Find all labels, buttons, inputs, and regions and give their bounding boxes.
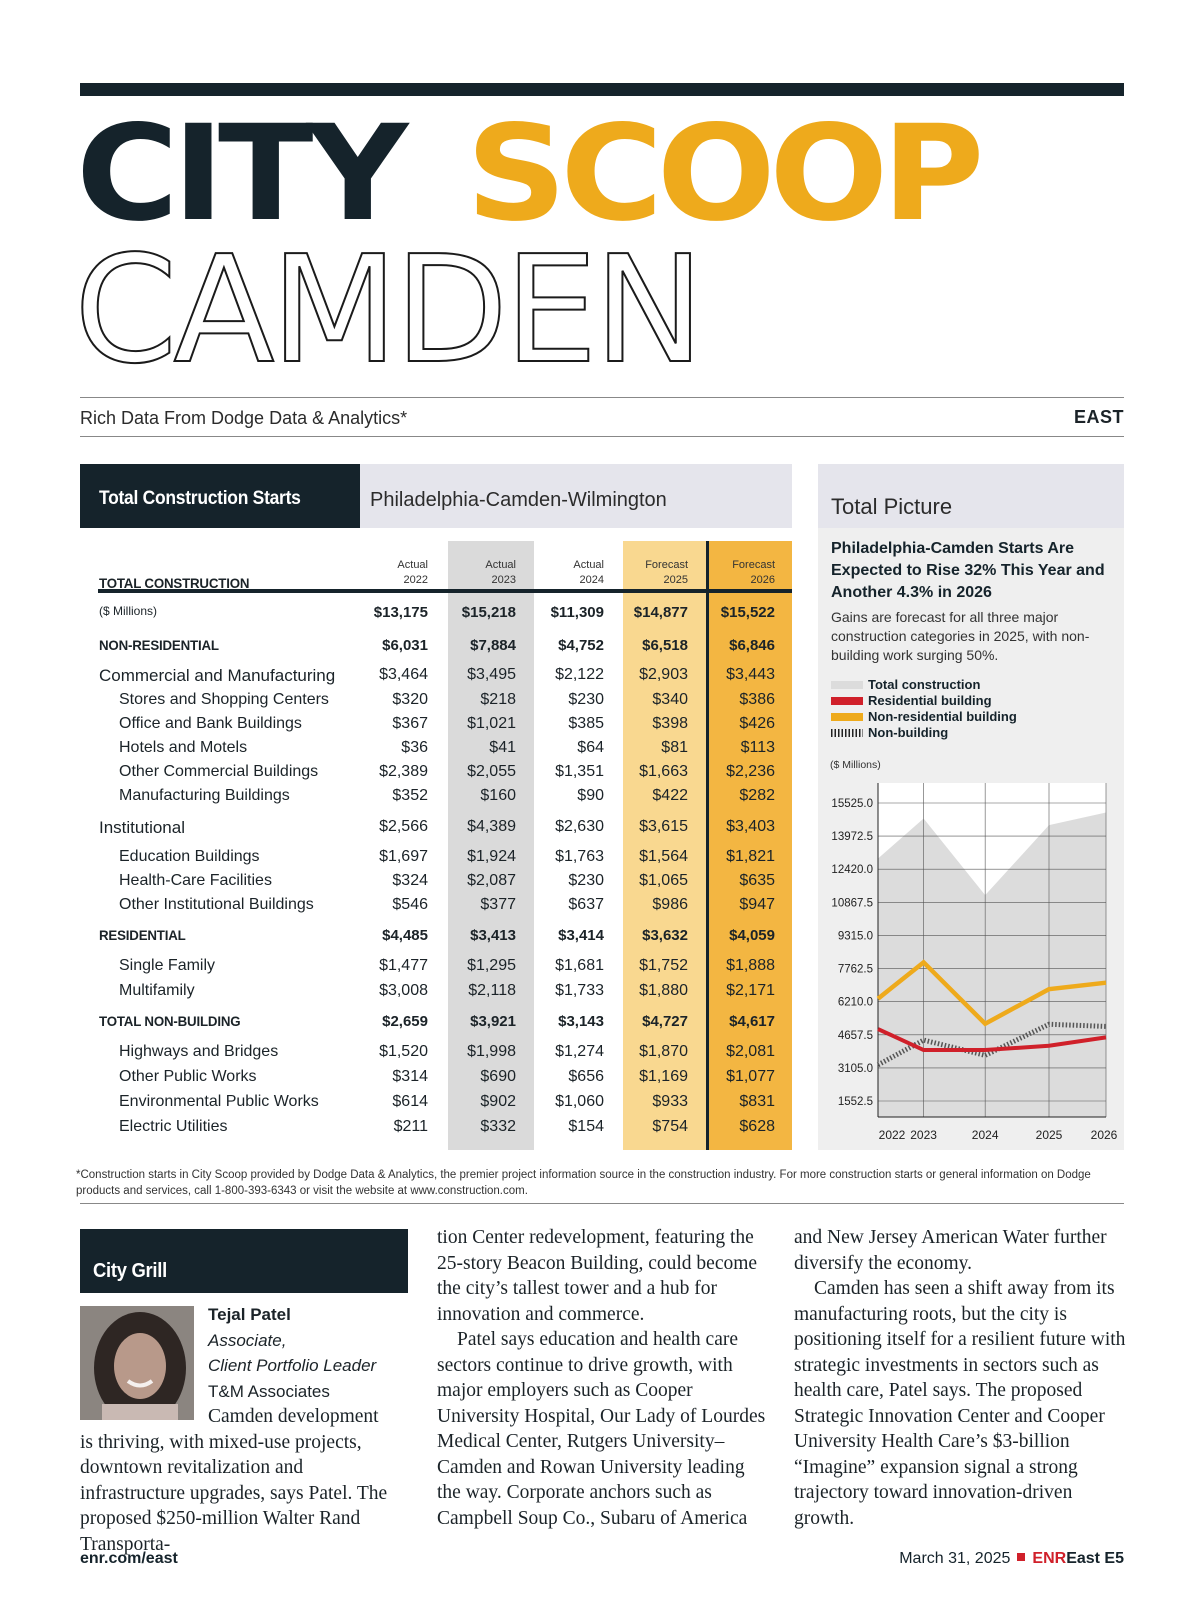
y-tick-label: 15525.0 xyxy=(831,798,873,810)
row-value: $2,659 xyxy=(382,1013,428,1030)
footer-folio xyxy=(899,1550,1124,1568)
row-value: $377 xyxy=(480,896,516,913)
table-row xyxy=(0,1093,800,1115)
row-value: $986 xyxy=(652,896,688,913)
row-label: Single Family xyxy=(119,957,216,974)
row-label: Education Buildings xyxy=(119,848,260,865)
row-value: $1,870 xyxy=(639,1043,688,1060)
subtitle: Rich Data From Dodge Data & Analytics* xyxy=(80,408,408,428)
row-value: $2,122 xyxy=(555,666,604,683)
section-bar xyxy=(80,1229,408,1293)
row-value: $3,443 xyxy=(726,666,775,683)
row-value: $6,846 xyxy=(729,637,775,654)
row-value: $1,477 xyxy=(379,957,428,974)
article-col3-p1: and New Jersey American Water further diversify the economy. xyxy=(794,1227,1107,1274)
row-value: $690 xyxy=(480,1068,516,1085)
region-label: EAST xyxy=(1073,407,1124,427)
x-tick-label: 2022 xyxy=(878,1128,906,1142)
row-value: $13,175 xyxy=(373,604,428,621)
row-value: $614 xyxy=(392,1093,428,1110)
row-value: $426 xyxy=(739,715,775,732)
row-value: $1,924 xyxy=(467,848,516,865)
subtitle-top-rule xyxy=(80,397,1124,398)
row-value: $11,309 xyxy=(550,604,604,621)
row-value: $1,274 xyxy=(555,1043,604,1060)
legend-swatch xyxy=(831,713,863,721)
row-value: $218 xyxy=(480,691,516,708)
row-value: $36 xyxy=(401,739,428,756)
row-value: $7,884 xyxy=(470,637,516,654)
chart-subtitle: Gains are forecast for all three major construction categories in 2025, with non-building work surging 50%. xyxy=(831,609,1090,663)
row-value: $1,763 xyxy=(555,848,604,865)
column-year: 2022 xyxy=(403,574,428,586)
column-year: 2026 xyxy=(750,574,775,586)
row-value: $2,630 xyxy=(555,818,604,835)
row-value: $4,059 xyxy=(729,927,775,944)
article-col2 xyxy=(437,1225,773,1531)
x-tick-label: 2024 xyxy=(971,1128,999,1142)
legend-item xyxy=(831,693,1111,709)
row-value: $324 xyxy=(392,872,428,889)
column-year: 2025 xyxy=(663,574,688,586)
row-value: $1,520 xyxy=(379,1043,428,1060)
row-label: Manufacturing Buildings xyxy=(119,787,290,804)
legend-swatch xyxy=(831,681,863,689)
row-value: $385 xyxy=(568,715,604,732)
row-value: $1,663 xyxy=(639,763,688,780)
article-col1-lead-text: Camden development xyxy=(208,1406,379,1427)
table-area: Philadelphia-Camden-Wilmington xyxy=(370,489,667,511)
row-value: $41 xyxy=(489,739,516,756)
row-label: Hotels and Motels xyxy=(119,739,248,756)
row-value: $81 xyxy=(661,739,688,756)
chart-title: Philadelphia-Camden Starts Are Expected to Rise 32% This Year and Another 4.3% in 2026 xyxy=(831,540,1105,601)
footer-date: March 31, 2025 xyxy=(899,1550,1011,1567)
row-value: $4,485 xyxy=(382,927,428,944)
table-row xyxy=(0,787,800,809)
column-kind: Actual xyxy=(485,559,516,571)
x-tick-label: 2023 xyxy=(910,1128,937,1142)
row-value: $154 xyxy=(568,1118,604,1135)
row-value: $2,903 xyxy=(639,666,688,683)
table-row xyxy=(0,818,800,840)
chart-header: Total Picture xyxy=(831,494,953,519)
table-row xyxy=(0,872,800,894)
table-row xyxy=(0,1118,800,1140)
column-year: 2024 xyxy=(579,574,604,586)
row-value: $282 xyxy=(739,787,775,804)
row-value: $1,564 xyxy=(639,848,688,865)
row-label: Health-Care Facilities xyxy=(119,872,272,889)
y-tick-label: 13972.5 xyxy=(831,831,873,844)
row-label: Other Commercial Buildings xyxy=(119,763,319,780)
row-value: $635 xyxy=(739,872,775,889)
row-value: $1,021 xyxy=(467,715,516,732)
row-value: $367 xyxy=(392,715,428,732)
row-value: $4,752 xyxy=(558,637,604,654)
row-value: $3,403 xyxy=(726,818,775,835)
row-value: $2,118 xyxy=(468,982,516,999)
row-value: $4,389 xyxy=(467,818,516,835)
author-title-2: Client Portfolio Leader xyxy=(208,1356,377,1375)
row-value: $64 xyxy=(577,739,604,756)
table-row xyxy=(0,691,800,713)
row-value: $1,169 xyxy=(639,1068,688,1085)
row-label: ($ Millions) xyxy=(99,604,158,618)
row-value: $3,143 xyxy=(558,1013,604,1030)
column-kind: Actual xyxy=(397,559,428,571)
row-value: $933 xyxy=(652,1093,688,1110)
legend-label: Residential building xyxy=(868,693,992,708)
row-value: $1,697 xyxy=(379,848,428,865)
row-value: $211 xyxy=(393,1118,428,1135)
row-label: TOTAL NON-BUILDING xyxy=(99,1013,241,1029)
article-col1-text: is thriving, with mixed-use projects, downtown revitalization and infrastructure upgrades, says Patel. The proposed $250-million Walter Rand Transporta- xyxy=(80,1431,388,1555)
table-row xyxy=(0,604,800,626)
row-label: Highways and Bridges xyxy=(119,1043,279,1060)
row-label: NON-RESIDENTIAL xyxy=(99,637,219,653)
row-value: $230 xyxy=(568,691,604,708)
row-value: $2,236 xyxy=(726,763,775,780)
row-value: $1,880 xyxy=(639,982,688,999)
row-label: Commercial and Manufacturing xyxy=(99,666,336,685)
legend-label: Non-building xyxy=(868,725,949,740)
row-value: $14,877 xyxy=(633,604,688,621)
row-label: Stores and Shopping Centers xyxy=(119,691,329,708)
row-value: $902 xyxy=(480,1093,516,1110)
row-value: $386 xyxy=(739,691,775,708)
table-row xyxy=(0,637,800,659)
author-name: Tejal Patel xyxy=(208,1305,291,1324)
legend-item xyxy=(831,709,1111,725)
footnote: *Construction starts in City Scoop provided by Dodge Data & Analytics, the premier project information source in the construction industry. For more construction starts or general information on Dodge products and services, call 1-800-393-6343 or visit the website at www.construction.com. xyxy=(76,1169,1091,1197)
row-value: $1,060 xyxy=(555,1093,604,1110)
table-row xyxy=(0,575,800,597)
row-value: $1,681 xyxy=(555,957,604,974)
footer-url[interactable]: enr.com/east xyxy=(80,1550,178,1567)
row-value: $3,615 xyxy=(639,818,688,835)
chart-header-bar xyxy=(818,464,1124,528)
line-chart xyxy=(818,760,1124,1148)
y-tick-label: 10867.5 xyxy=(831,897,873,910)
row-value: $320 xyxy=(392,691,428,708)
row-value: $3,495 xyxy=(467,666,516,683)
row-value: $230 xyxy=(568,872,604,889)
footer-brand-east: East E5 xyxy=(1066,1550,1124,1567)
table-row xyxy=(0,957,800,979)
author-company: T&M Associates xyxy=(208,1381,330,1401)
row-value: $2,055 xyxy=(467,763,516,780)
column-kind: Actual xyxy=(573,559,604,571)
portrait-photo xyxy=(80,1306,194,1420)
masthead-city: CITY xyxy=(76,97,403,251)
footer-brand-enr: ENR xyxy=(1032,1550,1067,1567)
author-title-1: Associate, xyxy=(208,1330,287,1350)
row-value: $1,733 xyxy=(555,982,604,999)
x-tick-label: 2025 xyxy=(1035,1128,1063,1142)
y-tick-label: 6210.0 xyxy=(837,996,873,1009)
row-value: $3,632 xyxy=(642,927,688,944)
footnote-rule xyxy=(80,1203,1124,1204)
masthead-scoop: SCOOP xyxy=(466,97,979,251)
row-label: Office and Bank Buildings xyxy=(119,715,302,732)
row-label: Electric Utilities xyxy=(119,1118,228,1135)
row-value: $3,008 xyxy=(379,982,428,999)
column-kind: Forecast xyxy=(645,559,688,571)
row-label: RESIDENTIAL xyxy=(99,927,186,943)
table-row xyxy=(0,666,800,688)
masthead-place-text: CAMDEN xyxy=(74,224,701,396)
legend-item xyxy=(831,725,1111,741)
table-row xyxy=(0,982,800,1004)
table-row xyxy=(0,763,800,785)
row-value: $422 xyxy=(652,787,688,804)
row-value: $1,998 xyxy=(467,1043,516,1060)
y-tick-label: 3105.0 xyxy=(837,1062,873,1075)
row-value: $656 xyxy=(568,1068,604,1085)
row-value: $352 xyxy=(392,787,428,804)
row-label: Other Public Works xyxy=(119,1068,257,1085)
row-value: $340 xyxy=(652,691,688,708)
row-value: $15,218 xyxy=(461,604,516,621)
y-tick-label: 7762.5 xyxy=(837,963,873,976)
legend-swatch xyxy=(831,697,863,705)
portrait-image xyxy=(80,1306,194,1420)
subtitle-bottom-rule xyxy=(80,436,1124,437)
row-value: $15,522 xyxy=(720,604,775,621)
legend-label: Total construction xyxy=(868,677,981,692)
row-value: $398 xyxy=(652,715,688,732)
table-area-bar xyxy=(360,464,792,528)
row-value: $2,389 xyxy=(379,763,428,780)
table-row xyxy=(0,1043,800,1065)
row-value: $1,065 xyxy=(639,872,688,889)
table-row xyxy=(0,927,800,949)
article-col2-p1: tion Center redevelopment, featuring the 25-story Beacon Building, could become the city’s tallest tower and a hub for innovation and commerce. xyxy=(437,1227,758,1325)
masthead-place xyxy=(74,224,701,396)
column-kind: Forecast xyxy=(732,559,775,571)
article-col3-p2: Camden has seen a shift away from its manufacturing roots, but the city is positioning itself for a resilient future with strategic investments in sectors such as health care, Patel says. The proposed Strategic Innovation Center and Cooper University Health Care’s $3-billion “Imagine” expansion signal a strong trajectory toward innovation-driven growth. xyxy=(794,1278,1126,1529)
row-value: $6,031 xyxy=(382,637,428,654)
y-tick-label: 12420.0 xyxy=(831,864,873,877)
row-value: $831 xyxy=(739,1093,775,1110)
legend-label: Non-residential building xyxy=(868,709,1017,724)
row-value: $3,464 xyxy=(379,666,428,683)
square-bullet-icon xyxy=(1017,1553,1025,1561)
row-label: Institutional xyxy=(99,818,185,837)
row-value: $1,821 xyxy=(726,848,775,865)
legend-item xyxy=(831,677,1111,693)
row-value: $113 xyxy=(740,739,775,756)
row-value: $3,921 xyxy=(470,1013,516,1030)
row-value: $1,752 xyxy=(639,957,688,974)
row-label: Other Institutional Buildings xyxy=(119,896,314,913)
row-value: $1,888 xyxy=(726,957,775,974)
row-value: $1,295 xyxy=(467,957,516,974)
section-title: City Grill xyxy=(93,1260,167,1282)
row-value: $1,351 xyxy=(555,763,604,780)
y-tick-label: 9315.0 xyxy=(837,930,873,943)
row-value: $4,617 xyxy=(729,1013,775,1030)
table-row xyxy=(0,739,800,761)
row-value: $546 xyxy=(392,896,428,913)
table-row xyxy=(0,848,800,870)
row-value: $6,518 xyxy=(642,637,688,654)
row-value: $160 xyxy=(480,787,516,804)
table-title: Total Construction Starts xyxy=(99,488,301,509)
row-value: $754 xyxy=(652,1118,688,1135)
row-value: $1,077 xyxy=(726,1068,775,1085)
table-row xyxy=(0,715,800,737)
row-value: $2,081 xyxy=(726,1043,775,1060)
row-value: $637 xyxy=(568,896,604,913)
row-label: Environmental Public Works xyxy=(119,1093,319,1110)
row-value: $947 xyxy=(739,896,775,913)
row-value: $2,566 xyxy=(379,818,428,835)
legend-swatch xyxy=(831,729,863,737)
y-tick-label: 1552.5 xyxy=(837,1096,873,1108)
row-value: $332 xyxy=(480,1118,516,1135)
row-value: $628 xyxy=(739,1118,775,1135)
row-value: $2,087 xyxy=(467,872,516,889)
column-year: 2023 xyxy=(491,574,516,586)
byline xyxy=(208,1302,376,1404)
article-col2-p2: Patel says education and health care sectors continue to drive growth, with major employers such as Cooper University Hospital, Our Lady of Lourdes Medical Center, Rutgers University–Camden and Rowan University leading the way. Corporate anchors such as Campbell Soup Co., Subaru of America xyxy=(437,1329,766,1529)
x-tick-label: 2026 xyxy=(1090,1128,1118,1142)
row-value: $4,727 xyxy=(642,1013,688,1030)
row-value: $90 xyxy=(577,787,604,804)
row-value: $2,171 xyxy=(726,982,775,999)
y-tick-label: 4657.5 xyxy=(837,1029,873,1042)
table-row xyxy=(0,1013,800,1035)
article-col1-lead xyxy=(208,1404,418,1430)
row-value: $314 xyxy=(392,1068,428,1085)
row-label: TOTAL CONSTRUCTION xyxy=(99,575,250,591)
table-row xyxy=(0,896,800,918)
table-title-bar xyxy=(80,464,360,528)
row-value: $3,414 xyxy=(558,927,604,944)
article-col3 xyxy=(794,1225,1128,1531)
row-value: $3,413 xyxy=(470,927,516,944)
top-rule xyxy=(80,83,1124,96)
table-row xyxy=(0,1068,800,1090)
article-col1 xyxy=(80,1430,410,1558)
row-label: Multifamily xyxy=(119,982,195,999)
y-axis-label: ($ Millions) xyxy=(830,760,881,771)
